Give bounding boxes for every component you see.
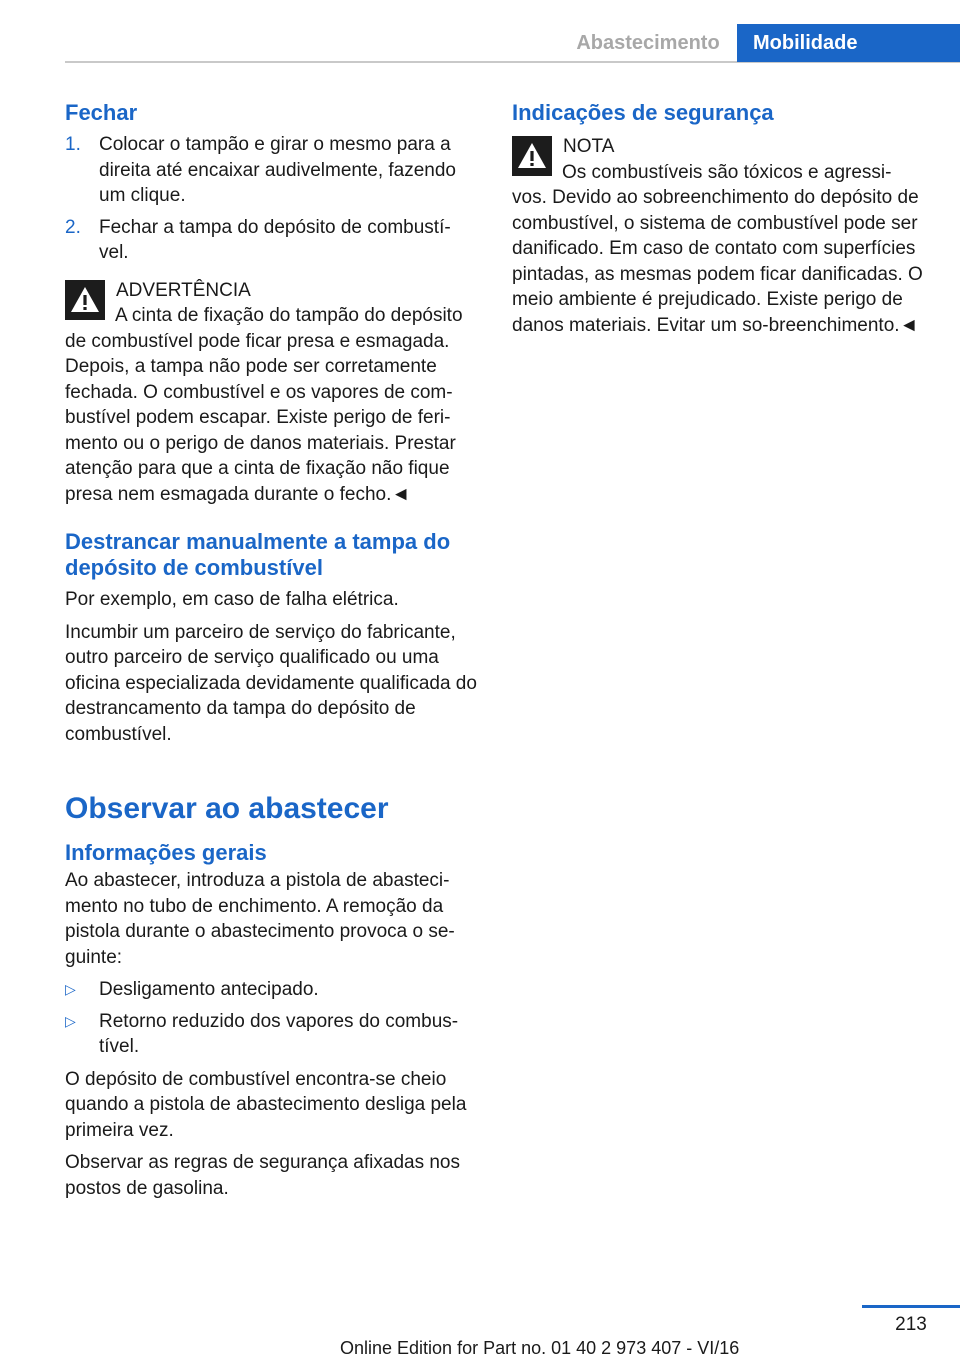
list-item xyxy=(65,132,477,209)
chapter-tab[interactable]: Mobilidade xyxy=(737,24,960,62)
paragraph: Observar as regras de segurança afixadas nos postos de gasolina. xyxy=(65,1152,460,1199)
note-text: Os combustíveis são tóxicos e agressi-vos. Devido ao sobreenchimento do depósito de combustível, o sistema de combustível pode ser danificado. Em caso de contato com superfícies pintadas, as mesmas podem ficar danificadas. O meio ambiente é prejudicado. Existe perigo de danos materiais. Evitar um so-breenchimento.◄ xyxy=(512,161,923,336)
note-title: NOTA xyxy=(563,136,615,157)
step-text: Colocar o tampão e girar o mesmo para a direita até encaixar audivelmente, fazendo um clique. xyxy=(99,134,457,206)
list-item xyxy=(65,215,477,266)
footer-rule xyxy=(862,1305,960,1308)
note-block xyxy=(512,134,926,338)
bullet-text: Retorno reduzido dos vapores do combus-tível. xyxy=(99,1010,459,1057)
warning-triangle-icon xyxy=(512,136,552,176)
warning-title: ADVERTÊNCIA xyxy=(116,279,251,301)
triangle-right-icon: ▷ xyxy=(65,1012,76,1029)
heading-observe: Observar ao abastecer xyxy=(65,792,389,825)
paragraph: Ao abastecer, introduza a pistola de abasteci-mento no tubo de enchimento. A remoção da pistola durante o abastecimento provoca o se-guinte: xyxy=(65,870,455,968)
list-item xyxy=(65,977,477,1003)
bullet-text: Desligamento antecipado. xyxy=(99,979,319,1000)
right-column xyxy=(512,100,926,348)
paragraph: O depósito de combustível encontra-se cheio quando a pistola de abastecimento desliga pela primeira vez. xyxy=(65,1068,467,1141)
left-column xyxy=(65,100,477,1208)
step-number: 2. xyxy=(65,216,81,238)
paragraph: Por exemplo, em caso de falha elétrica. xyxy=(65,589,399,610)
page-number: 213 xyxy=(895,1314,927,1335)
list-item xyxy=(65,1009,477,1060)
heading-unlock: Destrancar manualmente a tampa do depósito de combustível xyxy=(65,529,451,580)
steps-list xyxy=(65,132,477,266)
step-text: Fechar a tampa do depósito de combustí-vel. xyxy=(99,216,451,263)
heading-close: Fechar xyxy=(65,100,138,125)
warning-block xyxy=(65,278,477,508)
bullets-list xyxy=(65,977,477,1060)
triangle-right-icon: ▷ xyxy=(65,981,76,997)
edition-label: Online Edition for Part no. 01 40 2 973 407 - VI/16 xyxy=(340,1338,740,1358)
section-tab[interactable]: Abastecimento xyxy=(576,32,720,54)
heading-general: Informações gerais xyxy=(65,840,267,865)
paragraph: Incumbir um parceiro de serviço do fabricante, outro parceiro de serviço qualificado ou uma oficina especializada devidamente qualificada do destrancamento da tampa do depósito de combustível. xyxy=(65,621,477,745)
step-number: 1. xyxy=(65,134,81,155)
warning-text: A cinta de fixação do tampão do depósito de combustível pode ficar presa e esmagada. Depois, a tampa não pode ser corretamente fechada. O combustível e os vapores de com-bustível podem escapar. Existe perigo de feri-mento ou o perigo de danos materiais. Prestar atenção para que a cinta de fixação não fique presa nem esmagada durante o fecho.◄ xyxy=(65,305,463,505)
warning-triangle-icon xyxy=(65,280,105,320)
heading-safety: Indicações de segurança xyxy=(512,100,774,125)
